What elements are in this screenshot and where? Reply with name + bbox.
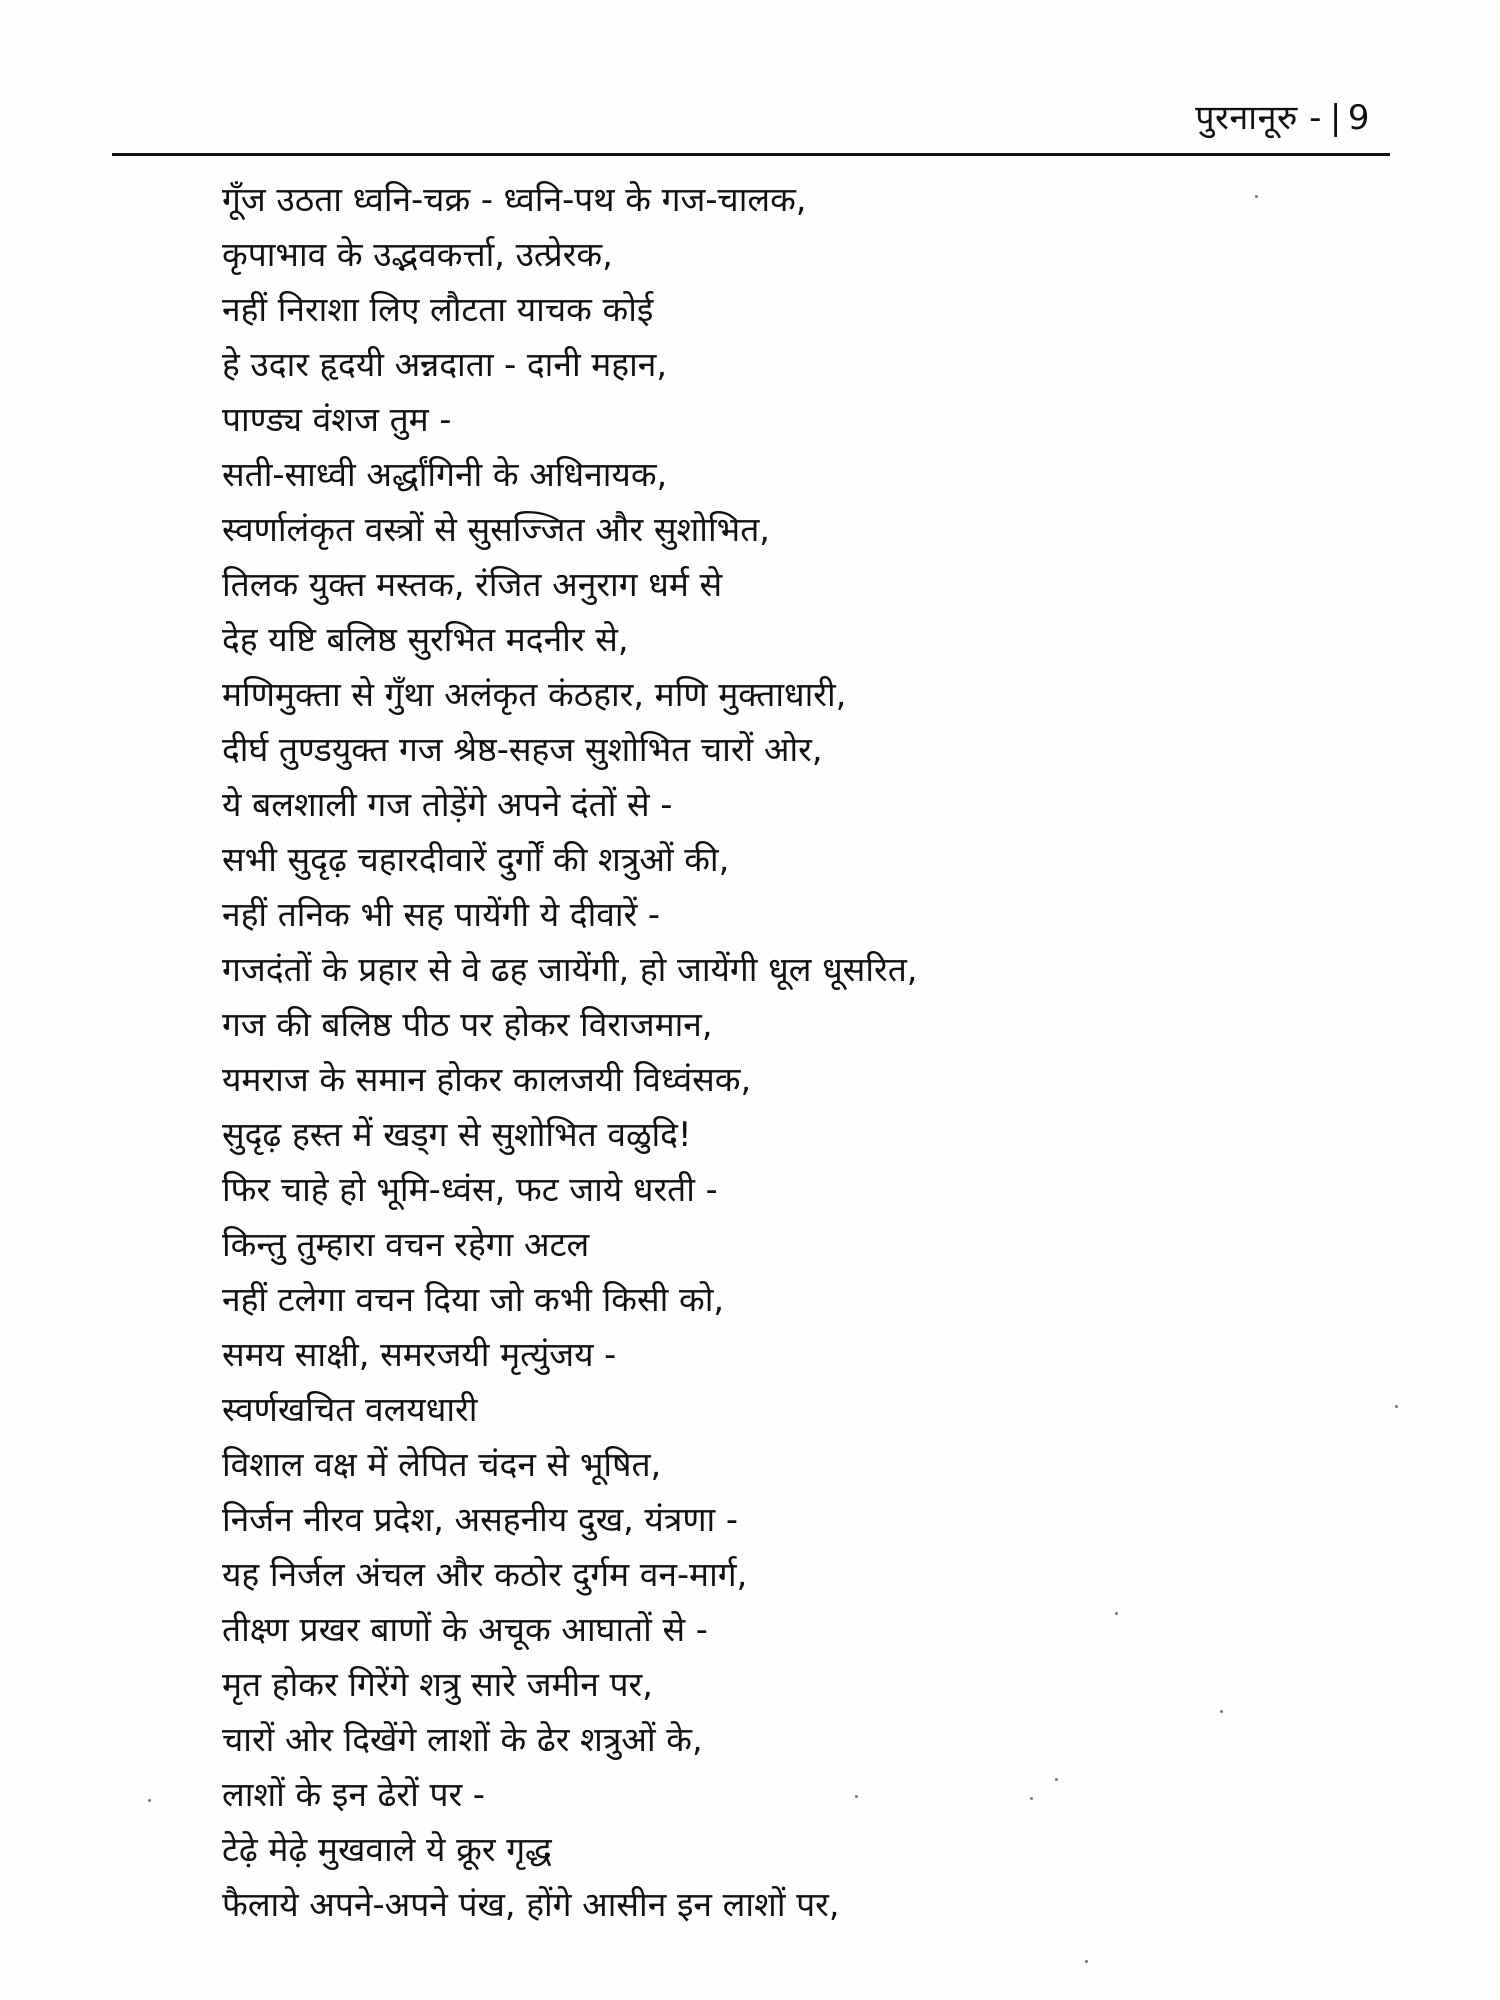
header-separator: - bbox=[1309, 98, 1322, 138]
poem-line: पाण्ड्य वंशज तुम - bbox=[222, 400, 452, 439]
poem-line: हे उदार हृदयी अन्नदाता - दानी महान, bbox=[222, 345, 668, 384]
poem-line: विशाल वक्ष में लेपित चंदन से भूषित, bbox=[222, 1445, 662, 1484]
poem-line: नहीं तनिक भी सह पायेंगी ये दीवारें - bbox=[222, 895, 661, 934]
poem-line: कृपाभाव के उद्भवकर्त्ता, उत्प्रेरक, bbox=[222, 235, 613, 274]
poem-line: ये बलशाली गज तोड़ेंगे अपने दंतों से - bbox=[222, 785, 673, 824]
poem-body bbox=[222, 172, 1382, 1932]
poem-line: फिर चाहे हो भूमि-ध्वंस, फट जाये धरती - bbox=[222, 1170, 718, 1209]
poem-line: यह निर्जल अंचल और कठोर दुर्गम वन-मार्ग, bbox=[222, 1555, 748, 1594]
poem-line: गूँज उठता ध्वनि-चक्र - ध्वनि-पथ के गज-चालक, bbox=[222, 180, 807, 219]
poem-line: निर्जन नीरव प्रदेश, असहनीय दुख, यंत्रणा - bbox=[222, 1500, 738, 1539]
header-rule bbox=[112, 153, 1390, 156]
poem-line: गज की बलिष्ठ पीठ पर होकर विराजमान, bbox=[222, 1005, 713, 1044]
poem-line: नहीं टलेगा वचन दिया जो कभी किसी को, bbox=[222, 1280, 725, 1319]
header-bar: | bbox=[1329, 98, 1342, 138]
poem-line: मणिमुक्ता से गुँथा अलंकृत कंठहार, मणि मुक्ताधारी, bbox=[222, 675, 847, 714]
poem-line: दीर्घ तुण्डयुक्त गज श्रेष्ठ-सहज सुशोभित चारों ओर, bbox=[222, 730, 823, 769]
poem-line: सुदृढ़ हस्त में खड्ग से सुशोभित वळुदि! bbox=[222, 1115, 692, 1154]
poem-line: किन्तु तुम्हारा वचन रहेगा अटल bbox=[222, 1225, 590, 1264]
poem-line: नहीं निराशा लिए लौटता याचक कोई bbox=[222, 290, 654, 329]
poem-line: यमराज के समान होकर कालजयी विध्वंसक, bbox=[222, 1060, 752, 1099]
scan-speck bbox=[1395, 1405, 1398, 1408]
poem-line: तिलक युक्त मस्तक, रंजित अनुराग धर्म से bbox=[222, 565, 723, 604]
poem-line: सती-साध्वी अर्द्धांगिनी के अधिनायक, bbox=[222, 455, 668, 494]
scan-speck bbox=[1030, 1797, 1033, 1800]
scan-speck bbox=[1115, 1612, 1118, 1615]
poem-line: गजदंतों के प्रहार से वे ढह जायेंगी, हो जायेंगी धूल धूसरित, bbox=[222, 950, 918, 989]
scan-speck bbox=[1085, 1960, 1088, 1963]
page-number: 9 bbox=[1347, 98, 1370, 138]
poem-line: सभी सुदृढ़ चहारदीवारें दुर्गों की शत्रुओं की, bbox=[222, 840, 730, 879]
poem-line: लाशों के इन ढेरों पर - bbox=[222, 1775, 485, 1814]
running-header bbox=[1195, 98, 1370, 138]
scan-speck bbox=[855, 1795, 858, 1798]
poem-line: स्वर्णखचित वलयधारी bbox=[222, 1390, 478, 1429]
scan-speck bbox=[1055, 1778, 1058, 1781]
poem-line: समय साक्षी, समरजयी मृत्युंजय - bbox=[222, 1335, 617, 1374]
book-title: पुरनानूरु bbox=[1195, 98, 1298, 138]
poem-line: चारों ओर दिखेंगे लाशों के ढेर शत्रुओं के, bbox=[222, 1720, 703, 1759]
scan-speck bbox=[1220, 1710, 1223, 1713]
scan-speck bbox=[1255, 195, 1258, 198]
poem-line: फैलाये अपने-अपने पंख, होंगे आसीन इन लाशों पर, bbox=[222, 1885, 840, 1924]
poem-line: स्वर्णालंकृत वस्त्रों से सुसज्जित और सुशोभित, bbox=[222, 510, 770, 549]
poem-line: देह यष्टि बलिष्ठ सुरभित मदनीर से, bbox=[222, 620, 629, 659]
poem-line: टेढ़े मेढ़े मुखवाले ये क्रूर गृद्ध bbox=[222, 1830, 552, 1869]
poem-line: मृत होकर गिरेंगे शत्रु सारे जमीन पर, bbox=[222, 1665, 653, 1704]
poem-line: तीक्ष्ण प्रखर बाणों के अचूक आघातों से - bbox=[222, 1610, 708, 1649]
scan-speck bbox=[148, 1799, 151, 1802]
